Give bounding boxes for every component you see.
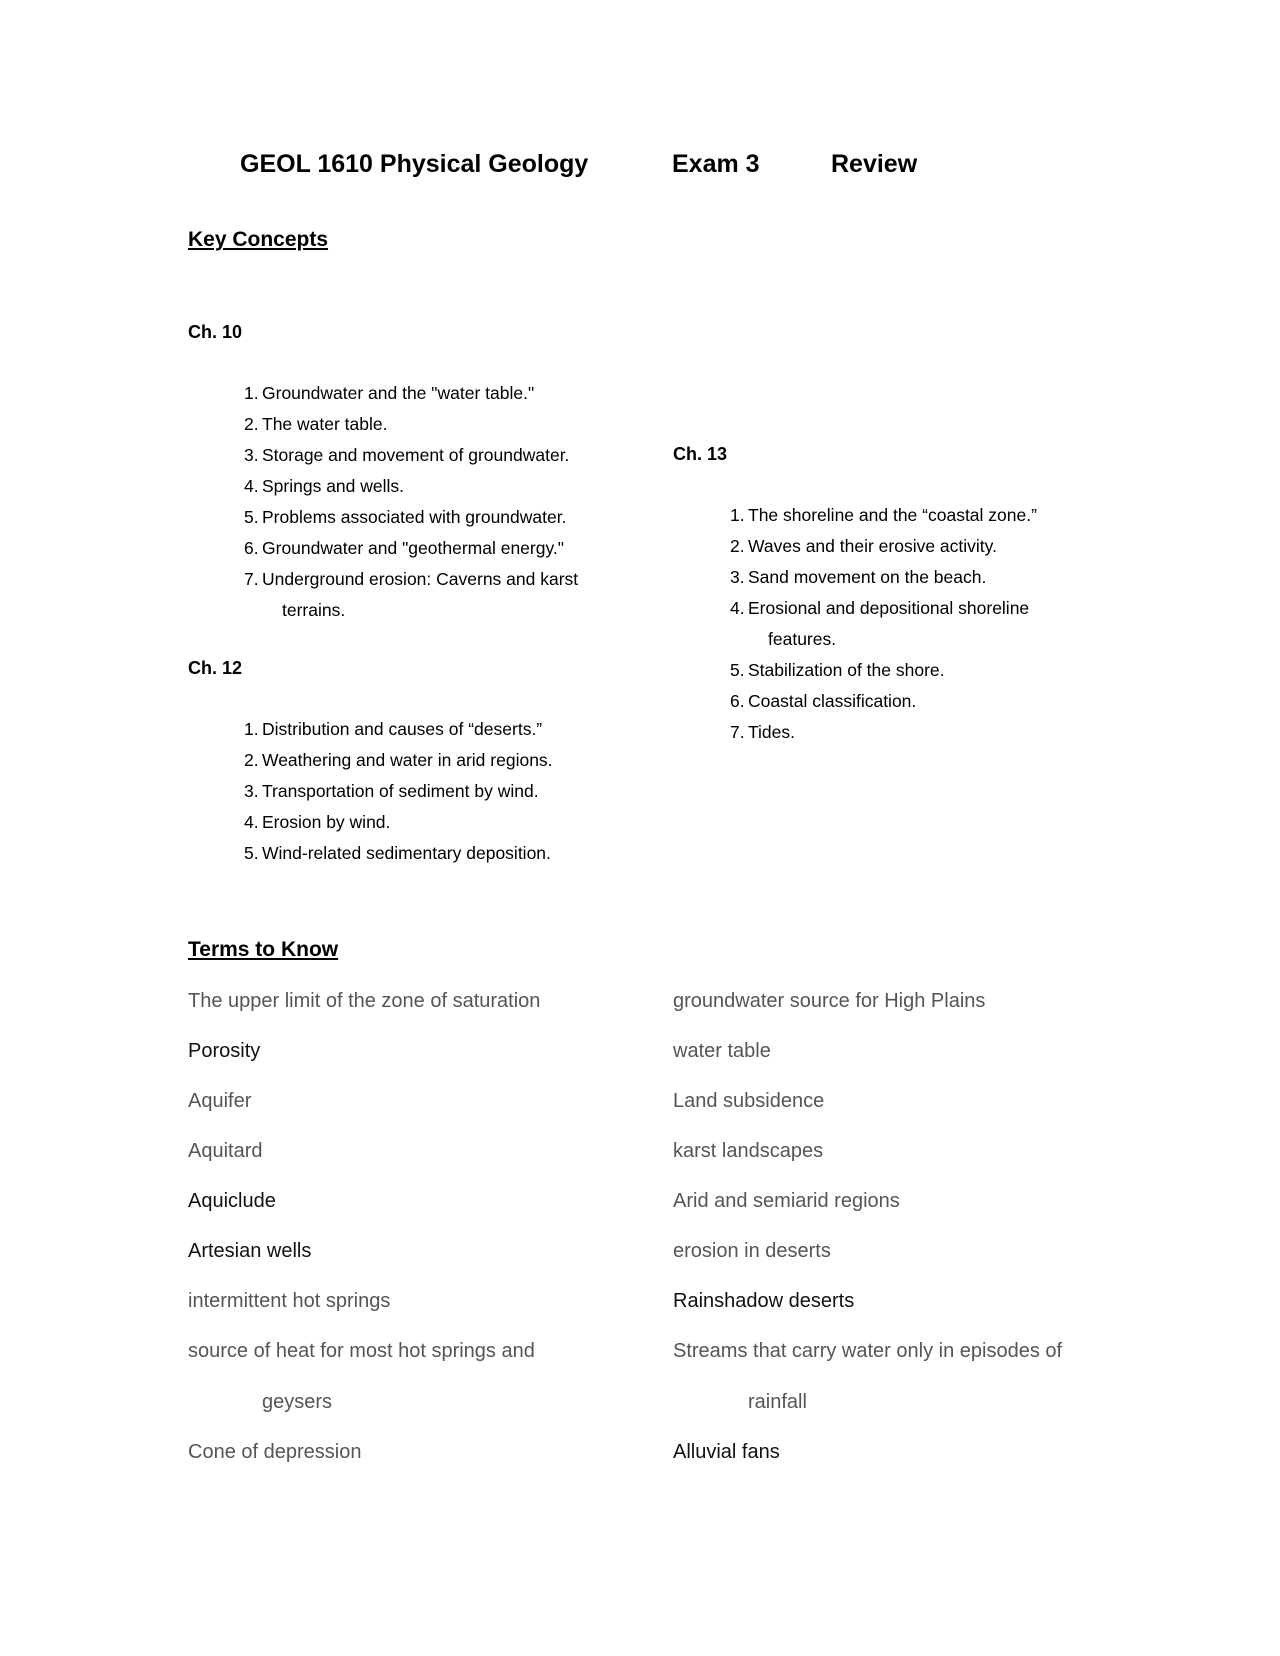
terms-to-know-heading: Terms to Know — [188, 938, 339, 961]
term-left: Artesian wells — [188, 1240, 312, 1262]
item-text: Coastal classification. — [748, 691, 917, 711]
item-text: Storage and movement of groundwater. — [262, 445, 570, 465]
item-number: 5. — [730, 660, 745, 680]
item-text: The water table. — [262, 414, 388, 434]
item-number: 5. — [244, 507, 259, 527]
item-text-continued: terrains. — [282, 600, 346, 620]
list-item — [244, 807, 624, 838]
list-item — [244, 378, 624, 409]
list-item — [730, 686, 1130, 717]
item-text: Sand movement on the beach. — [748, 567, 987, 587]
list-item — [244, 471, 624, 502]
item-number: 3. — [244, 445, 259, 465]
chapter-10-list — [244, 378, 624, 626]
term-right: karst landscapes — [673, 1140, 824, 1162]
term-right-continued: rainfall — [748, 1391, 807, 1413]
list-item — [730, 500, 1130, 531]
item-number: 1. — [244, 719, 259, 739]
term-left: Porosity — [188, 1040, 261, 1062]
item-text: Wind-related sedimentary deposition. — [262, 843, 551, 863]
list-item — [730, 531, 1130, 562]
item-number: 7. — [730, 722, 745, 742]
term-left: Aquifer — [188, 1090, 252, 1112]
item-text: Stabilization of the shore. — [748, 660, 945, 680]
list-item — [244, 440, 624, 471]
term-left-continued: geysers — [262, 1391, 333, 1413]
list-item — [244, 502, 624, 533]
list-item — [244, 533, 624, 564]
chapter-13-heading: Ch. 13 — [673, 444, 728, 464]
item-number: 7. — [244, 569, 259, 589]
chapter-12-list — [244, 714, 624, 869]
term-left: Aquiclude — [188, 1190, 276, 1212]
item-number: 3. — [244, 781, 259, 801]
item-text: Groundwater and "geothermal energy." — [262, 538, 564, 558]
list-item — [244, 776, 624, 807]
list-item — [244, 745, 624, 776]
term-left: intermittent hot springs — [188, 1290, 391, 1312]
item-number: 1. — [244, 383, 259, 403]
item-text: Groundwater and the "water table." — [262, 383, 535, 403]
list-item — [244, 838, 624, 869]
item-number: 2. — [244, 750, 259, 770]
term-left: source of heat for most hot springs and — [188, 1340, 535, 1362]
term-right: Streams that carry water only in episodes of — [673, 1340, 1063, 1362]
item-number: 3. — [730, 567, 745, 587]
item-number: 6. — [244, 538, 259, 558]
review-label: Review — [831, 150, 918, 178]
list-item — [730, 562, 1130, 593]
list-item — [730, 717, 1130, 748]
item-text: Problems associated with groundwater. — [262, 507, 567, 527]
item-text: Distribution and causes of “deserts.” — [262, 719, 543, 739]
list-item — [244, 409, 624, 440]
item-number: 4. — [244, 476, 259, 496]
term-right: Rainshadow deserts — [673, 1290, 855, 1312]
term-right: water table — [673, 1040, 771, 1062]
chapter-12-heading: Ch. 12 — [188, 658, 243, 678]
term-right: groundwater source for High Plains — [673, 990, 986, 1012]
term-right: Alluvial fans — [673, 1441, 780, 1463]
list-item — [730, 593, 1130, 655]
course-title: GEOL 1610 Physical Geology — [240, 150, 589, 178]
list-item — [730, 655, 1130, 686]
term-right: erosion in deserts — [673, 1240, 831, 1262]
item-text: Weathering and water in arid regions. — [262, 750, 553, 770]
item-text: Transportation of sediment by wind. — [262, 781, 539, 801]
item-text: Waves and their erosive activity. — [748, 536, 997, 556]
term-left: The upper limit of the zone of saturation — [188, 990, 541, 1012]
item-number: 6. — [730, 691, 745, 711]
chapter-10-heading: Ch. 10 — [188, 322, 243, 342]
item-number: 4. — [244, 812, 259, 832]
item-number: 4. — [730, 598, 745, 618]
exam-label: Exam 3 — [672, 150, 760, 178]
item-number: 2. — [244, 414, 259, 434]
item-number: 2. — [730, 536, 745, 556]
item-text: Tides. — [748, 722, 796, 742]
item-text: Erosion by wind. — [262, 812, 391, 832]
item-number: 1. — [730, 505, 745, 525]
term-left: Cone of depression — [188, 1441, 362, 1463]
term-left: Aquitard — [188, 1140, 263, 1162]
item-text: Erosional and depositional shoreline — [748, 598, 1030, 618]
item-text-continued: features. — [768, 629, 837, 649]
item-number: 5. — [244, 843, 259, 863]
item-text: Underground erosion: Caverns and karst — [262, 569, 579, 589]
list-item — [244, 714, 624, 745]
item-text: The shoreline and the “coastal zone.” — [748, 505, 1037, 525]
term-right: Land subsidence — [673, 1090, 825, 1112]
chapter-13-list — [730, 500, 1130, 748]
key-concepts-heading: Key Concepts — [188, 228, 329, 251]
document-title — [0, 150, 1280, 184]
term-right: Arid and semiarid regions — [673, 1190, 900, 1212]
list-item — [244, 564, 624, 626]
item-text: Springs and wells. — [262, 476, 405, 496]
